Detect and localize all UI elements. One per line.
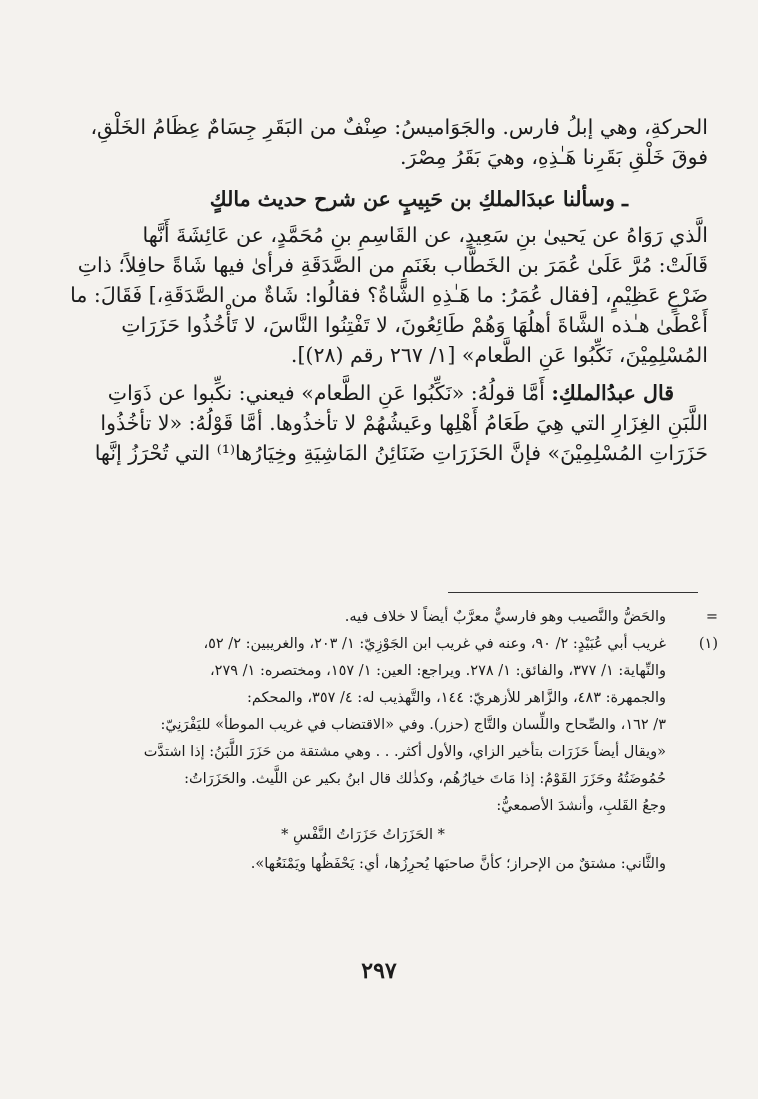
footnotes — [60, 604, 718, 878]
footnote-line — [60, 631, 718, 658]
footnote-line: «ويقال أيضاً حَزَرَات بتأخير الزاي، والأول أكثر. . . وهي مشتقة من حَزَرَ اللَّبَنُ: إذا اشتدَّت — [143, 744, 666, 760]
footnote-line: وجعُ القَلبِ، وأنشدَ الأصمعيُّ: — [496, 798, 666, 814]
footnote-1 — [60, 631, 718, 878]
text-line: اللَّبَنِ الغِزَارِ التي هِيَ طَعَامُ أَهْلِها وعَيشُهُمْ لا تأخذُوها. أمَّا قَوْلُهُ: «لا تأخُذُوا — [100, 411, 708, 435]
footnote-separator — [448, 592, 698, 593]
text-line: الَّذي رَوَاهُ عن يَحيىٰ بنِ سَعِيدٍ، عن القَاسِمِ بنِ مُحَمَّدٍ، عن عَائِشَةَ أَنَّها — [142, 223, 708, 247]
section-heading: ـ وسألنا عبدَالملكِ بن حَبِيبٍ عن شرح حديث مالكٍ — [209, 187, 628, 211]
main-text — [58, 112, 708, 468]
text-line: ضَرْعٍ عَظِيْمٍ، [فقال عُمَرُ: ما هَـٰذِهِ الشَّاةُ؟ فقالُوا: شَاةٌ من الصَّدَقَةِ،] فَقَالَ: ما — [70, 283, 708, 307]
footnote-number: (١) — [698, 636, 718, 652]
text-line: قَالَتْ: مُرَّ عَلَىٰ عُمَرَ بن الخَطَّاب بغَنَمٍ من الصَّدَقَةِ فرأىٰ فيها شَاةً حافِلاً؛ ذاتِ — [77, 253, 708, 277]
commentary-speaker: قال عبدُالملكِ: — [551, 381, 674, 405]
commentary-text: أَمَّا قولُهُ: «نَكِّبُوا عَنِ الطَّعام» فيعني: نكِّبوا عن ذَوَاتِ — [107, 381, 545, 405]
text-line: حَزَرَاتِ المُسْلِمِيْنَ» فإنَّ الحَزَرَاتِ ضَنَائِنُ المَاشِيَةِ وخِيَارُها⁽¹⁾ التي تُحْرَزُ إنَّها — [94, 441, 708, 465]
text-line: فوقَ خَلْقِ بَقَرِنا هَـٰذِهِ، وهيَ بَقَرُ مِصْرَ. — [400, 145, 708, 169]
footnote-line: ٣/ ١٦٢، والصِّحاح واللِّسان والتَّاج (حزر). وفي «الاقتضاب في غريب الموطأ» لليَفْرَنِيّ: — [160, 717, 666, 733]
commentary-line — [58, 378, 708, 408]
text-line: المُسْلِمِيْنَ، نَكِّبُوا عَنِ الطَّعام» [١/ ٢٦٧ رقم (٢٨)]. — [290, 343, 708, 367]
footnote-line: والنِّهاية: ١/ ٣٧٧، والفائق: ١/ ٢٧٨. ويراجع: العين: ١/ ١٥٧، ومختصره: ١/ ٢٧٩، — [209, 663, 666, 679]
footnote-line: والجمهرة: ٤٨٣، والزَّاهر للأزهريّ: ١٤٤، والتَّهذيب له: ٤/ ٣٥٧، والمحكم: — [247, 690, 666, 706]
footnote-line: والثَّاني: مشتقٌ من الإحراز؛ كأنَّ صاحبَها يُحرِزُها، أي: يَحْفَظُها ويَمْنَعُها». — [250, 856, 666, 872]
footnote-continuation — [60, 604, 718, 631]
footnote-line: حُمُوضَتُهُ وحَزَرَ القَوْمُ: إذا مَاتَ خيارُهُم، وكذٰلك قال ابنُ بكير عن اللَّيث. والحَزَرَاتُ: — [184, 771, 666, 787]
page-number: ٢٩٧ — [361, 958, 397, 984]
footnote-text: غريب أبي عُبَيْدٍ: ٢/ ٩٠، وعنه في غريب ابن الجَوْزِيّ: ١/ ٢٠٣، والغريبين: ٢/ ٥٢، — [203, 636, 666, 652]
continuation-marker: = — [705, 609, 718, 625]
footnote-poem: * الحَزَرَاتُ حَزَرَاتُ النَّفْسِ * — [281, 827, 445, 843]
text-line: الحركةِ، وهي إبلُ فارس. والجَوَاميسُ: صِنْفٌ من البَقَرِ جِسَامٌ عِظَامُ الخَلْقِ، — [90, 115, 708, 139]
footnote-text: والحَضُّ والنَّصيب وهو فارسيٌّ معرَّبٌ أيضاً لا خلاف فيه. — [344, 609, 666, 625]
text-line: أَعْطَىٰ هـٰذه الشَّاةَ أهلُهَا وَهُمْ طَائِعُونَ، لا تَفْتِنُوا النَّاسَ، لا تَأْخُذُوا حَزَرَاتِ — [121, 313, 708, 337]
